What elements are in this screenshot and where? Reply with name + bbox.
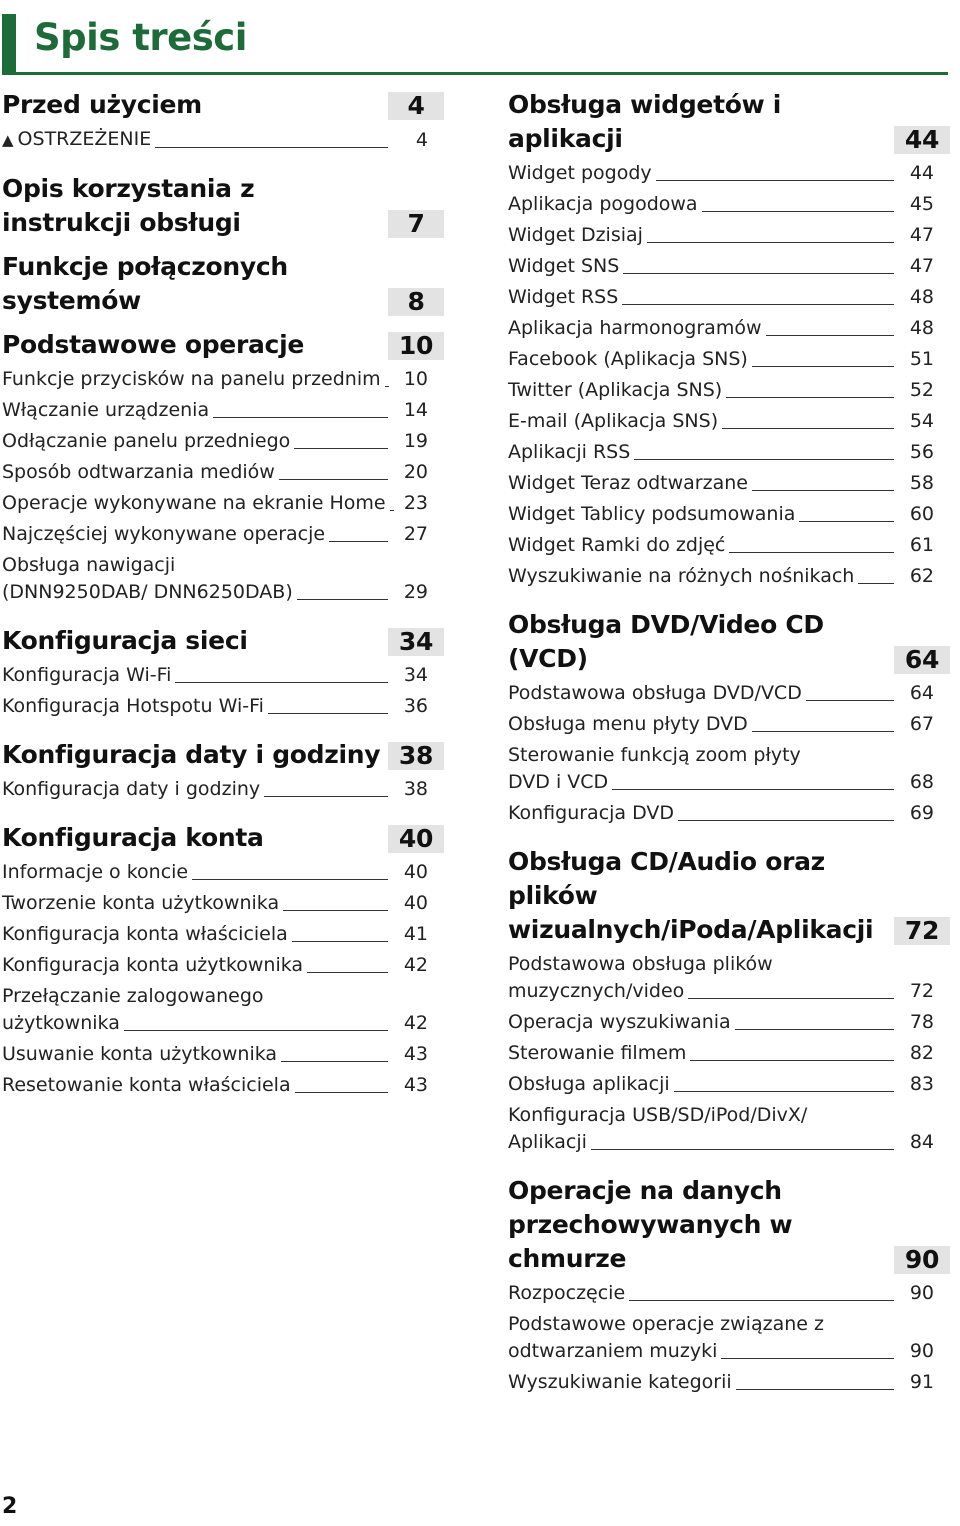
entry-page-number: 90 [909,1340,934,1362]
entry-page-number: 52 [909,379,934,401]
section-page-number: 44 [894,126,950,154]
leader-line [622,303,894,305]
entry-page-number: 40 [403,861,428,883]
toc-section [508,1174,950,1396]
entry-label: Resetowanie konta właściciela [2,1074,291,1096]
page-header [2,10,948,75]
entry-page-number: 43 [403,1074,428,1096]
toc-entry[interactable] [508,501,950,528]
entry-page-number: 68 [909,771,934,793]
toc-entry[interactable] [2,1072,444,1099]
toc-entry[interactable] [508,439,950,466]
entry-label: (DNN9250DAB/ DNN6250DAB) [2,581,293,603]
entry-label: Twitter (Aplikacja SNS) [508,379,723,401]
toc-entry[interactable] [508,1040,950,1067]
leader-line [124,1029,388,1031]
toc-entry[interactable] [508,711,950,738]
toc-entry[interactable] [2,859,444,886]
section-heading[interactable] [2,328,444,362]
toc-entry[interactable] [2,126,444,154]
leader-line [295,1091,388,1093]
entry-label: Konfiguracja konta użytkownika [2,954,304,976]
leader-line [688,997,894,999]
leader-line [307,971,388,973]
entry-page-number: 42 [403,954,428,976]
section-page-number: 72 [894,917,950,945]
entry-page-number: 58 [909,472,934,494]
leader-line [175,681,388,683]
entry-page-number: 47 [909,224,934,246]
leader-line [722,427,894,429]
toc-entry[interactable] [2,693,444,720]
toc-entry[interactable] [508,563,950,590]
toc-entry[interactable] [2,1041,444,1068]
entry-page-number: 91 [909,1371,934,1393]
toc-section [508,88,950,590]
entry-label: Widget Tablicy podsumowania [508,503,796,525]
entry-page-number: 72 [909,980,934,1002]
entry-page-number: 34 [403,664,428,686]
leader-line [623,272,894,274]
leader-line [634,458,894,460]
entry-label: Konfiguracja daty i godziny [2,778,261,800]
section-title: Operacje na danych przechowywanych w chmurze [508,1176,793,1273]
toc-section [2,821,444,1099]
section-title: Obsługa widgetów i aplikacji [508,90,782,153]
toc-entry[interactable] [508,1311,950,1365]
entry-label: Konfiguracja Hotspotu Wi-Fi [2,695,264,717]
toc-entry[interactable] [508,1280,950,1307]
section-title: Konfiguracja daty i godziny [2,740,381,769]
toc-entry[interactable] [508,222,950,249]
leader-line [735,1028,894,1030]
section-heading[interactable] [2,88,444,122]
entry-label: Funkcje przycisków na panelu przednim [2,368,381,390]
entry-label: użytkownika [2,1012,120,1034]
entry-label: DVD i VCD [508,771,609,793]
entry-page-number: 84 [909,1131,934,1153]
entry-page-number: 45 [909,193,934,215]
leader-line [329,540,388,542]
entry-page-number: 48 [909,286,934,308]
entry-label: Sterowanie funkcją zoom płyty [508,744,801,766]
entry-label: Aplikacji RSS [508,441,631,463]
leader-line [702,210,894,212]
toc-entry[interactable] [2,459,444,486]
entry-label: Wyszukiwanie kategorii [508,1371,732,1393]
entry-page-number: 83 [909,1073,934,1095]
entry-label: OSTRZEŻENIE [17,128,152,150]
toc-entry[interactable] [508,160,950,187]
section-heading[interactable] [2,172,444,240]
entry-page-number: 42 [403,1012,428,1034]
leader-line [283,909,388,911]
leader-line [264,795,388,797]
leader-line [292,940,388,942]
entry-label: Sterowanie filmem [508,1042,687,1064]
entry-page-number: 38 [403,778,428,800]
entry-label: Podstawowe operacje związane z [508,1313,824,1335]
entry-label: Widget RSS [508,286,619,308]
toc-section [2,738,444,803]
leader-line [752,489,894,491]
section-title: Opis korzystania z instrukcji obsługi [2,174,255,237]
entry-page-number: 44 [909,162,934,184]
entry-page-number: 62 [909,565,934,587]
leader-line [155,146,388,148]
toc-entry[interactable] [2,776,444,803]
entry-page-number: 64 [909,682,934,704]
section-title: Przed użyciem [2,90,202,119]
entry-page-number: 90 [909,1282,934,1304]
entry-label: Konfiguracja Wi-Fi [2,664,172,686]
toc-entry[interactable] [2,490,444,517]
toc-entry[interactable] [508,532,950,559]
entry-label: Aplikacja harmonogramów [508,317,762,339]
toc-entry[interactable] [508,191,950,218]
entry-page-number: 82 [909,1042,934,1064]
section-title: Obsługa CD/Audio oraz plików wizualnych/iPoda/Aplikacji [508,847,874,944]
entry-label: Tworzenie konta użytkownika [2,892,280,914]
leader-line [656,179,894,181]
entry-label: Widget Ramki do zdjęć [508,534,726,556]
section-page-number: 64 [894,646,950,674]
entry-page-number: 69 [909,802,934,824]
entry-label: Operacja wyszukiwania [508,1011,731,1033]
leader-line [297,598,388,600]
entry-label: Przełączanie zalogowanego [2,985,264,1007]
leader-line [281,1060,388,1062]
leader-line [213,416,388,418]
entry-label: Operacje wykonywane na ekranie Home [2,492,386,514]
leader-line [647,241,894,243]
leader-line [690,1059,894,1061]
toc-entry[interactable] [508,253,950,280]
header-accent-bar [2,14,16,72]
entry-label: Podstawowa obsługa plików [508,953,773,975]
section-page-number: 7 [388,210,444,238]
entry-label: Obsługa aplikacji [508,1073,670,1095]
toc-section [2,172,444,240]
entry-label: Widget pogody [508,162,652,184]
entry-page-number: 40 [403,892,428,914]
toc-entry[interactable] [2,890,444,917]
entry-label: Obsługa nawigacji [2,554,176,576]
entry-page-number: 48 [909,317,934,339]
entry-label: Usuwanie konta użytkownika [2,1043,278,1065]
toc-entry[interactable] [2,428,444,455]
toc-entry[interactable] [2,983,444,1037]
entry-label: Konfiguracja konta właściciela [2,923,288,945]
section-page-number: 4 [388,92,444,120]
entry-page-number: 67 [909,713,934,735]
leader-line [752,365,894,367]
section-title: Funkcje połączonych systemów [2,252,288,315]
page-number: 2 [2,1494,18,1519]
leader-line [629,1299,894,1301]
toc-entry[interactable] [508,1102,950,1156]
toc-entry[interactable] [508,470,950,497]
leader-line [678,819,894,821]
toc-section [2,250,444,318]
entry-page-number: 36 [403,695,428,717]
entry-page-number: 78 [909,1011,934,1033]
section-title: Konfiguracja konta [2,823,264,852]
toc-entry[interactable] [2,552,444,606]
leader-line [766,334,895,336]
section-page-number: 10 [388,332,444,360]
section-page-number: 38 [388,742,444,770]
entry-label: Rozpoczęcie [508,1282,626,1304]
leader-line [674,1090,894,1092]
entry-page-number: 56 [909,441,934,463]
entry-label: Aplikacji [508,1131,587,1153]
warning-icon: ▲ [2,131,14,149]
entry-label: Wyszukiwanie na różnych nośnikach [508,565,855,587]
leader-line [752,730,894,732]
entry-page-number: 51 [909,348,934,370]
toc-entry[interactable] [508,408,950,435]
toc-section [2,88,444,154]
toc-section [2,624,444,720]
entry-label: Facebook (Aplikacja SNS) [508,348,748,370]
entry-page-number: 47 [909,255,934,277]
toc-section [508,845,950,1156]
entry-label: odtwarzaniem muzyki [508,1340,718,1362]
leader-line [736,1388,894,1390]
entry-label: Sposób odtwarzania mediów [2,461,275,483]
leader-line [726,396,894,398]
toc-entry[interactable] [2,397,444,424]
toc-entry[interactable] [508,1071,950,1098]
leader-line [612,788,894,790]
entry-label: Najczęściej wykonywane operacje [2,523,326,545]
entry-page-number: 54 [909,410,934,432]
toc-entry[interactable] [508,1009,950,1036]
section-page-number: 90 [894,1246,950,1274]
entry-page-number: 10 [403,368,428,390]
section-heading[interactable] [2,738,444,772]
section-heading[interactable] [508,88,950,156]
entry-label: E-mail (Aplikacja SNS) [508,410,719,432]
entry-label: Podstawowa obsługa DVD/VCD [508,682,802,704]
entry-label: Włączanie urządzenia [2,399,210,421]
entry-page-number: 29 [403,581,428,603]
entry-page-number: 20 [403,461,428,483]
section-page-number: 40 [388,825,444,853]
section-page-number: 8 [388,288,444,316]
leader-line [268,712,388,714]
entry-page-number: 19 [403,430,428,452]
toc-entry[interactable] [2,521,444,548]
entry-page-number: 4 [415,129,428,151]
leader-line [192,878,388,880]
toc-entry[interactable] [2,952,444,979]
entry-page-number: 41 [403,923,428,945]
toc-section [508,608,950,827]
toc-entry[interactable] [508,951,950,1005]
leader-line [721,1357,894,1359]
section-heading[interactable] [2,250,444,318]
entry-page-number: 60 [909,503,934,525]
leader-line [591,1148,894,1150]
toc-entry[interactable] [2,921,444,948]
toc-entry[interactable] [2,366,444,393]
entry-label: Obsługa menu płyty DVD [508,713,748,735]
entry-label: Konfiguracja DVD [508,802,675,824]
toc-entry[interactable] [508,800,950,827]
toc-entry[interactable] [508,742,950,796]
toc-entry[interactable] [508,1369,950,1396]
entry-label: Informacje o koncie [2,861,189,883]
leader-line [806,699,894,701]
toc-entry[interactable] [2,662,444,689]
entry-label: Widget SNS [508,255,620,277]
toc-entry[interactable] [508,284,950,311]
section-heading[interactable] [508,1174,950,1276]
toc-entry[interactable] [508,680,950,707]
page-title: Spis treści [34,16,247,59]
section-title: Obsługa DVD/Video CD (VCD) [508,610,824,673]
section-title: Konfiguracja sieci [2,626,248,655]
section-title: Podstawowe operacje [2,330,304,359]
entry-label: Widget Teraz odtwarzane [508,472,748,494]
entry-page-number: 14 [403,399,428,421]
section-heading[interactable] [2,624,444,658]
entry-label: Konfiguracja USB/SD/iPod/DivX/ [508,1104,808,1126]
toc-entry[interactable] [508,315,950,342]
entry-page-number: 23 [403,492,428,514]
leader-line [294,447,388,449]
entry-label: muzycznych/video [508,980,685,1002]
toc-section [2,328,444,606]
section-page-number: 34 [388,628,444,656]
toc-left-column [2,88,444,1103]
leader-line [799,520,894,522]
entry-page-number: 61 [909,534,934,556]
entry-page-number: 43 [403,1043,428,1065]
leader-line [858,582,894,584]
section-heading[interactable] [2,821,444,855]
toc-entry[interactable] [508,377,950,404]
section-heading[interactable] [508,608,950,676]
toc-right-column [508,88,950,1400]
leader-line [729,551,894,553]
entry-page-number: 27 [403,523,428,545]
entry-label: Widget Dzisiaj [508,224,643,246]
section-heading[interactable] [508,845,950,947]
toc-entry[interactable] [508,346,950,373]
leader-line [279,478,388,480]
entry-label: Odłączanie panelu przedniego [2,430,291,452]
entry-label: Aplikacja pogodowa [508,193,698,215]
